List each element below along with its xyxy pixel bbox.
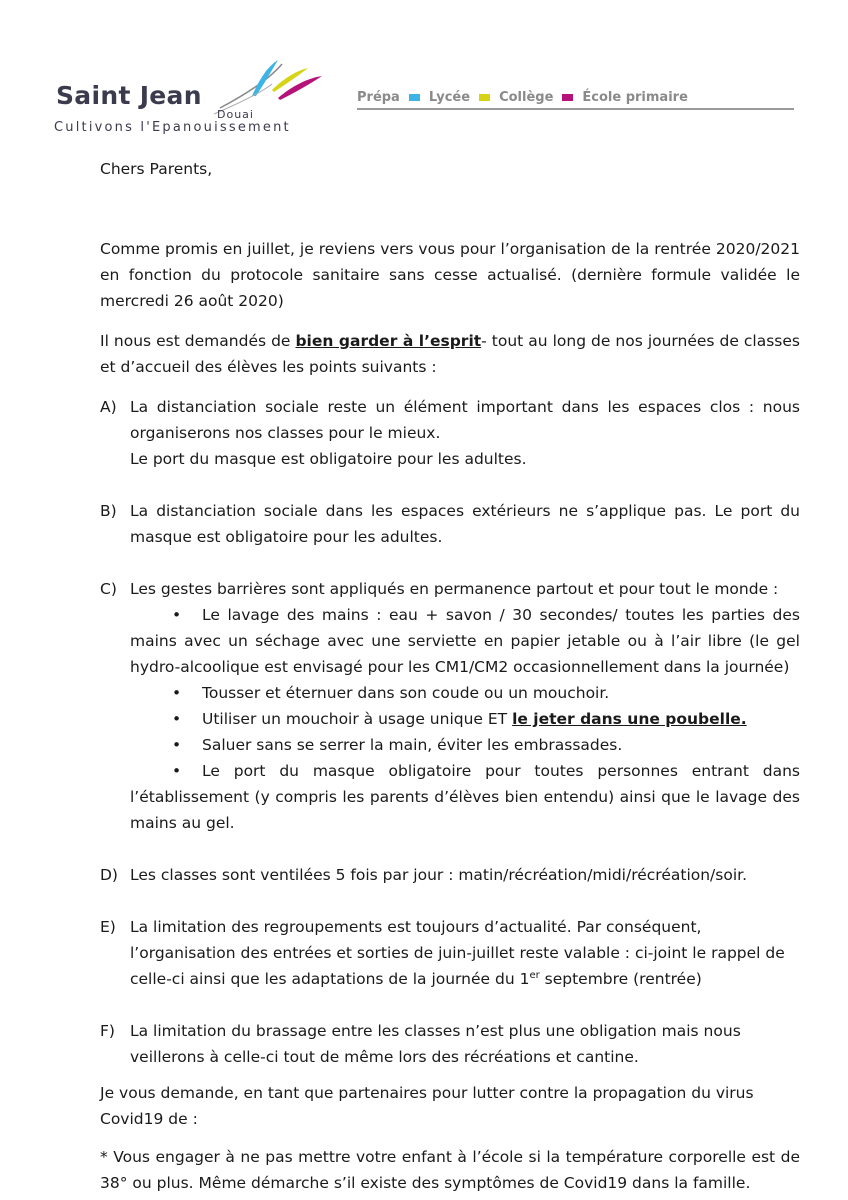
item-c-text: Les gestes barrières sont appliqués en permanence partout et pour tout le monde : (130, 580, 779, 598)
item-a-text-2: Le port du masque est obligatoire pour les adultes. (130, 450, 527, 468)
item-f-text: La limitation du brassage entre les classes n’est plus une obligation mais nous veillerons à celle-ci tout de même lors des récréations et cantine. (130, 1022, 741, 1066)
brush-strokes-icon (212, 56, 362, 116)
square-cyan-icon (409, 94, 420, 101)
greeting: Chers Parents, (100, 160, 213, 178)
level-college: Collège (499, 89, 554, 105)
intro-paragraph: Comme promis en juillet, je reviens vers vous pour l’organisation de la rentrée 2020/2021 en fonction du protocole sanitaire sans cesse actualisé. (dernière formule validée le mercredi 26 août 2020) (100, 240, 800, 310)
remember-paragraph: Il nous est demandés de bien garder à l’esprit- tout au long de nos journées de classes et d’accueil des élèves les points suivants : (100, 332, 800, 376)
item-c-letter: C) (100, 580, 117, 598)
school-levels-nav (357, 86, 794, 110)
item-d (100, 862, 800, 888)
level-prepa: Prépa (357, 89, 400, 105)
bullet-2: • Tousser et éternuer dans son coude ou un mouchoir. (130, 680, 800, 706)
school-logo (52, 56, 342, 142)
level-ecole-primaire: École primaire (582, 89, 688, 105)
request-paragraph: Je vous demande, en tant que partenaires pour lutter contre la propagation du virus Covid19 de : (100, 1084, 754, 1128)
letter-body (100, 156, 800, 1196)
item-f-letter: F) (100, 1022, 115, 1040)
item-a-letter: A) (100, 398, 117, 416)
item-e-letter: E) (100, 918, 116, 936)
square-yellow-icon (479, 94, 490, 101)
item-b (100, 498, 800, 550)
item-c-bullets (130, 602, 800, 836)
logo-city: Douai (217, 108, 254, 121)
bin-emphasis: le jeter dans une poubelle. (512, 710, 747, 728)
logo-name: Saint Jean (56, 81, 202, 110)
bullet-dot: • (172, 736, 182, 754)
item-e (100, 914, 800, 992)
item-c (100, 576, 800, 602)
bullet-dot: • (172, 762, 182, 780)
bullet-5: • Le port du masque obligatoire pour toutes personnes entrant dans l’établissement (y compris les parents d’élèves bien entendu) ainsi que le lavage des mains au gel. (130, 758, 800, 836)
logo-tagline: Cultivons l'Epanouissement (54, 120, 291, 135)
item-e-text: La limitation des regroupements est toujours d’actualité. Par conséquent, (130, 918, 702, 936)
bullet-dot: • (172, 710, 182, 728)
commitment-paragraph: * Vous engager à ne pas mettre votre enfant à l’école si la température corporelle est de 38° ou plus. Même démarche s’il existe des symptômes de Covid19 dans la famille. (100, 1148, 800, 1192)
bullet-1: • Le lavage des mains : eau + savon / 30 secondes/ toutes les parties des mains avec un séchage avec une serviette en papier jetable ou à l’air libre (le gel hydro-alcoolique est envisagé pour les CM1/CM2 occasionnellement dans la journée) (130, 602, 800, 680)
square-magenta-icon (562, 94, 573, 101)
item-b-letter: B) (100, 502, 117, 520)
item-d-letter: D) (100, 866, 118, 884)
item-b-text: La distanciation sociale dans les espaces extérieurs ne s’applique pas. Le port du masque est obligatoire pour les adultes. (130, 502, 800, 546)
remember-emphasis: bien garder à l’esprit (295, 332, 482, 350)
item-a (100, 394, 800, 472)
bullet-3: • Utiliser un mouchoir à usage unique ET le jeter dans une poubelle. (130, 706, 800, 732)
bullet-dot: • (172, 684, 182, 702)
item-e-text-2: l’organisation des entrées et sorties de juin-juillet reste valable : ci-joint le rappel de celle-ci ainsi que les adaptations de la journée du 1er septembre (rentrée) (130, 944, 785, 988)
item-f (100, 1018, 800, 1070)
item-d-text: Les classes sont ventilées 5 fois par jour : matin/récréation/midi/récréation/soir. (130, 866, 748, 884)
item-a-text: La distanciation sociale reste un élément important dans les espaces clos : nous organiserons nos classes pour le mieux. (130, 398, 800, 442)
letterhead (0, 0, 848, 150)
bullet-dot: • (172, 606, 182, 624)
level-lycee: Lycée (428, 89, 471, 105)
bullet-4: • Saluer sans se serrer la main, éviter les embrassades. (130, 732, 800, 758)
